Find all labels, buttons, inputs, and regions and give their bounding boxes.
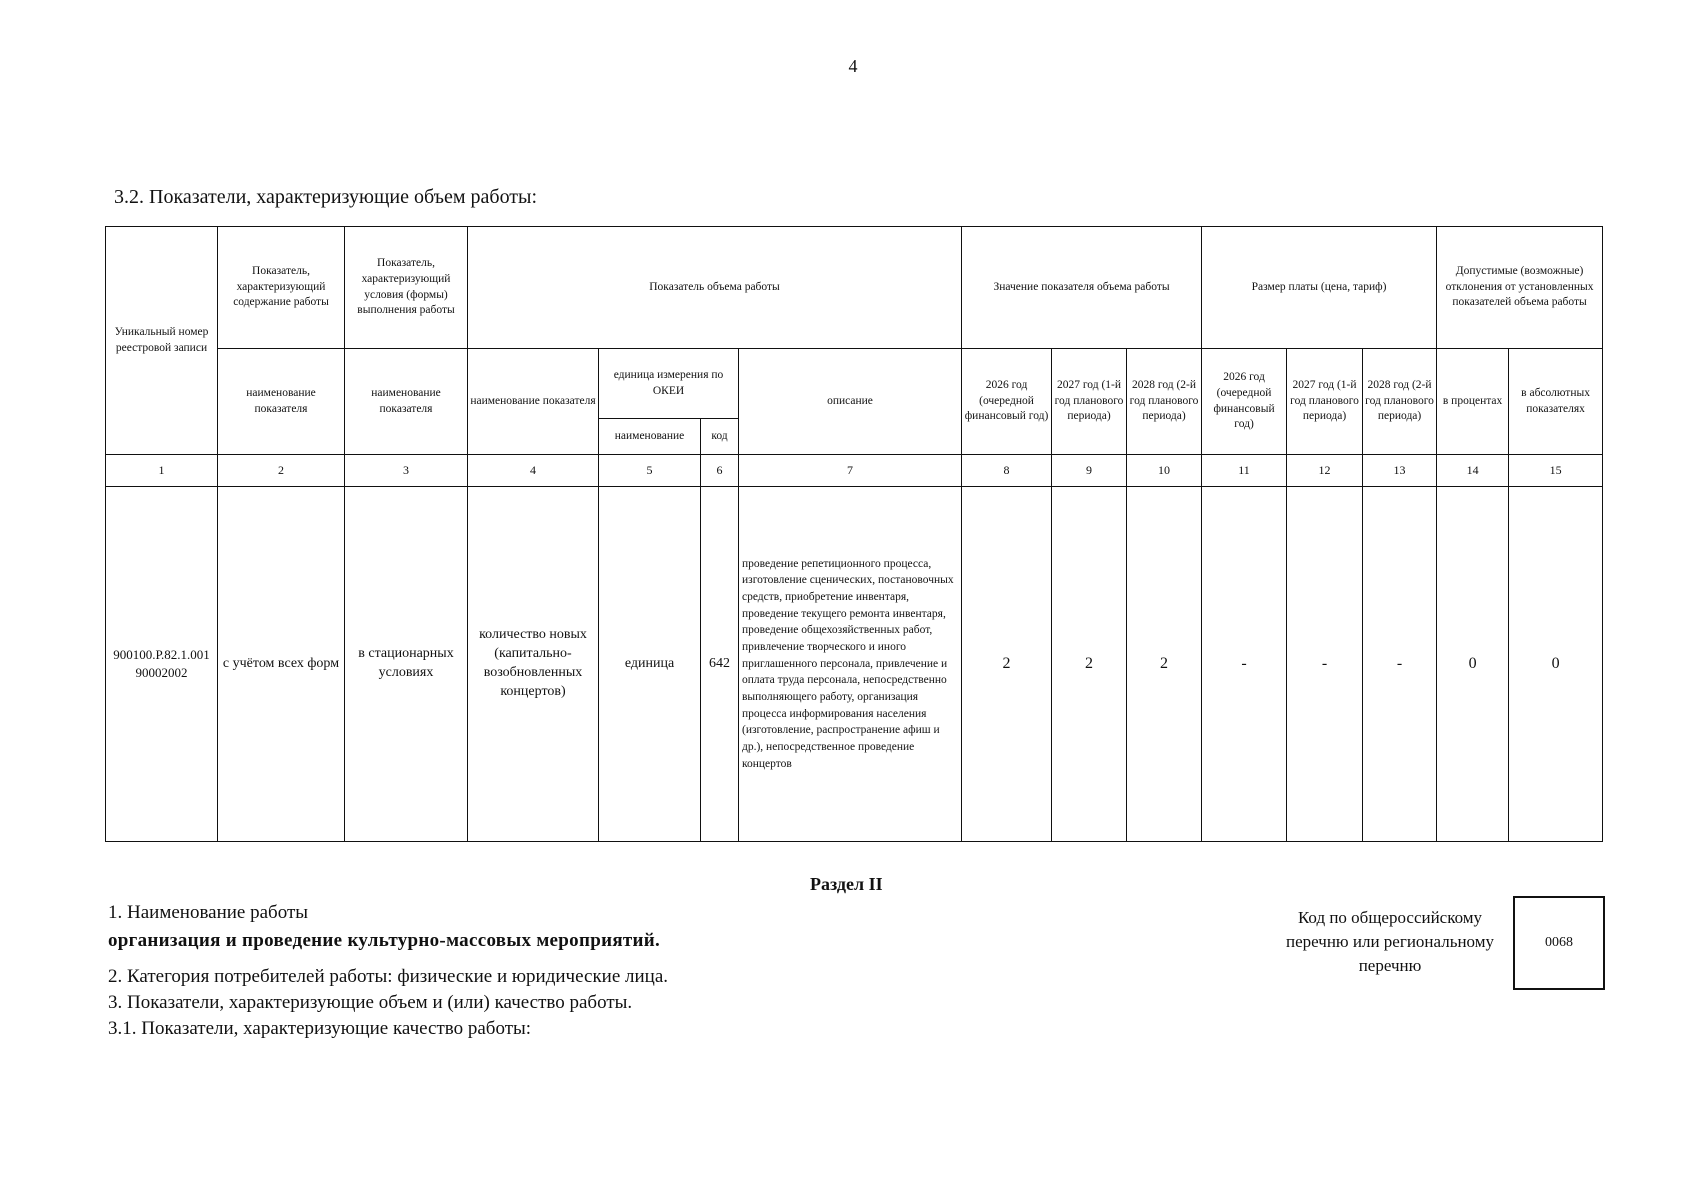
header-fee-2026: 2026 год (очередной финансовый год) xyxy=(1202,349,1287,455)
header-content-name: наименование показателя xyxy=(218,349,345,455)
cell-registry-number: 900100.Р.82.1.001 90002002 xyxy=(106,487,218,842)
cell-unit-name: единица xyxy=(599,487,701,842)
cell-unit-code: 642 xyxy=(701,487,739,842)
cell-fee-2027: - xyxy=(1287,487,1363,842)
column-number: 4 xyxy=(468,455,599,487)
column-number: 2 xyxy=(218,455,345,487)
column-number: 5 xyxy=(599,455,701,487)
registry-code-box xyxy=(1513,896,1605,990)
column-number: 7 xyxy=(739,455,962,487)
header-value-2026: 2026 год (очередной финансовый год) xyxy=(962,349,1052,455)
section-heading: 3.2. Показатели, характеризующие объем работы: xyxy=(114,186,538,208)
column-number: 6 xyxy=(701,455,739,487)
indicators-heading: 3. Показатели, характеризующие объем и (или) качество работы. xyxy=(108,992,633,1013)
page-number: 4 xyxy=(848,56,858,76)
column-number: 12 xyxy=(1287,455,1363,487)
column-number: 15 xyxy=(1509,455,1603,487)
cell-fee-2026: - xyxy=(1202,487,1287,842)
consumer-category: 2. Категория потребителей работы: физические и юридические лица. xyxy=(108,966,669,987)
cell-description: проведение репетиционного процесса, изготовление сценических, постановочных средств, приобретение инвентаря, проведение текущего ремонта инвентаря, проведение общехозяйственных работ, привлечение творческого и иного приглашенного персонала, привлечение и оплата труда персонала, непосредственно выполняющего работу, организация процесса информирования населения (изготовление, распространение афиш и др.), непосредственное проведение концертов xyxy=(739,487,962,842)
header-volume-indicator: Показатель объема работы xyxy=(468,227,962,349)
header-deviation-absolute: в абсолютных показателях xyxy=(1509,349,1603,455)
header-okei-code: код xyxy=(701,419,739,455)
column-number: 10 xyxy=(1127,455,1202,487)
header-fee-2027: 2027 год (1-й год планового периода) xyxy=(1287,349,1363,455)
header-volume-value: Значение показателя объема работы xyxy=(962,227,1202,349)
header-value-2028: 2028 год (2-й год планового периода) xyxy=(1127,349,1202,455)
work-name-label: 1. Наименование работы xyxy=(108,902,309,923)
header-okei-unit: единица измерения по ОКЕИ xyxy=(599,349,739,419)
header-value-2027: 2027 год (1-й год планового периода) xyxy=(1052,349,1127,455)
header-okei-name: наименование xyxy=(599,419,701,455)
column-number: 11 xyxy=(1202,455,1287,487)
cell-deviation-percent: 0 xyxy=(1437,487,1509,842)
header-deviation-percent: в процентах xyxy=(1437,349,1509,455)
header-deviation: Допустимые (возможные) отклонения от установленных показателей объема работы xyxy=(1437,227,1603,349)
work-name-value: организация и проведение культурно-массовых мероприятий. xyxy=(108,930,661,951)
header-description: описание xyxy=(739,349,962,455)
header-condition-name: наименование показателя xyxy=(345,349,468,455)
cell-value-2028: 2 xyxy=(1127,487,1202,842)
cell-condition: в стационарных условиях xyxy=(345,487,468,842)
column-number: 3 xyxy=(345,455,468,487)
cell-content: с учётом всех форм xyxy=(218,487,345,842)
registry-code-value: 0068 xyxy=(1545,935,1573,950)
header-indicator-name: наименование показателя xyxy=(468,349,599,455)
header-registry-number: Уникальный номер реестровой записи xyxy=(106,227,218,455)
column-number: 13 xyxy=(1363,455,1437,487)
cell-indicator-name: количество новых (капитально-возобновленных концертов) xyxy=(468,487,599,842)
header-fee-2028: 2028 год (2-й год планового периода) xyxy=(1363,349,1437,455)
column-number: 9 xyxy=(1052,455,1127,487)
column-number: 8 xyxy=(962,455,1052,487)
column-number: 1 xyxy=(106,455,218,487)
section-ii-title: Раздел II xyxy=(810,874,883,894)
header-condition-indicator: Показатель, характеризующий условия (формы) выполнения работы xyxy=(345,227,468,349)
header-content-indicator: Показатель, характеризующий содержание работы xyxy=(218,227,345,349)
header-fee: Размер платы (цена, тариф) xyxy=(1202,227,1437,349)
cell-value-2026: 2 xyxy=(962,487,1052,842)
cell-deviation-absolute: 0 xyxy=(1509,487,1603,842)
volume-indicators-table xyxy=(105,226,1603,842)
registry-code-label: Код по общероссийскому перечню или региональному перечню xyxy=(1286,908,1494,976)
quality-indicators-heading: 3.1. Показатели, характеризующие качество работы: xyxy=(108,1018,532,1039)
cell-fee-2028: - xyxy=(1363,487,1437,842)
column-number: 14 xyxy=(1437,455,1509,487)
cell-value-2027: 2 xyxy=(1052,487,1127,842)
